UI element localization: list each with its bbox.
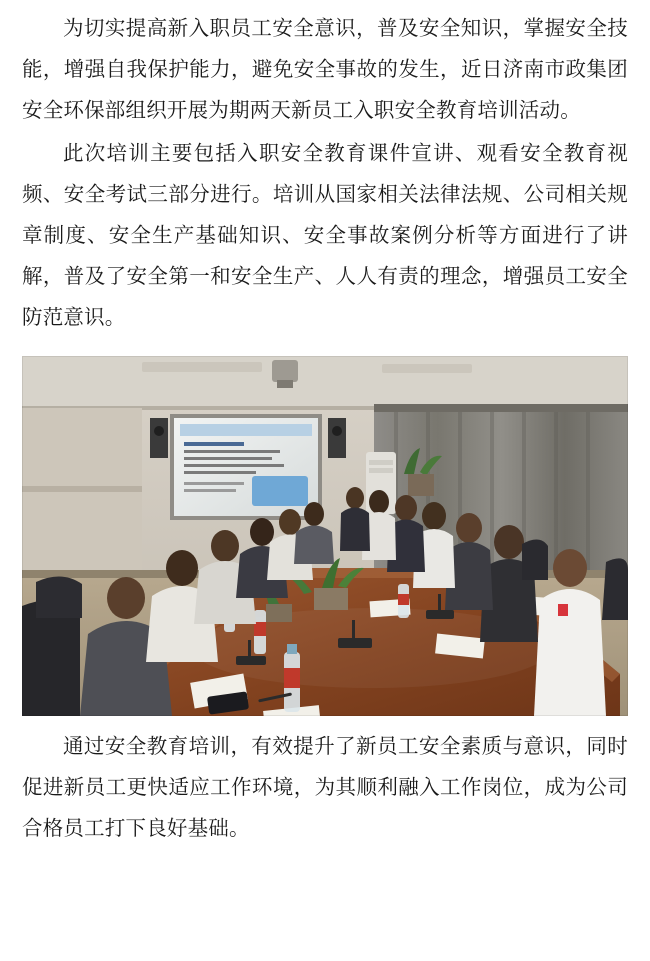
paragraph-3: 通过安全教育培训，有效提升了新员工安全素质与意识，同时促进新员工更快适应工作环境，为其顺利融入工作岗位，成为公司合格员工打下良好基础。 xyxy=(22,734,628,840)
paragraph-1: 为切实提高新入职员工安全意识，普及安全知识，掌握安全技能，增强自我保护能力，避免安全事故的发生，近日济南市政集团安全环保部组织开展为期两天新员工入职安全教育培训活动。 xyxy=(22,16,628,122)
training-meeting-photo xyxy=(22,356,628,716)
photo-illustration xyxy=(22,356,628,716)
paragraph-2: 此次培训主要包括入职安全教育课件宣讲、观看安全教育视频、安全考试三部分进行。培训从国家相关法律法规、公司相关规章制度、安全生产基础知识、安全事故案例分析等方面进行了讲解，普及了安全第一和安全生产、人人有责的理念，增强员工安全防范意识。 xyxy=(22,141,628,329)
